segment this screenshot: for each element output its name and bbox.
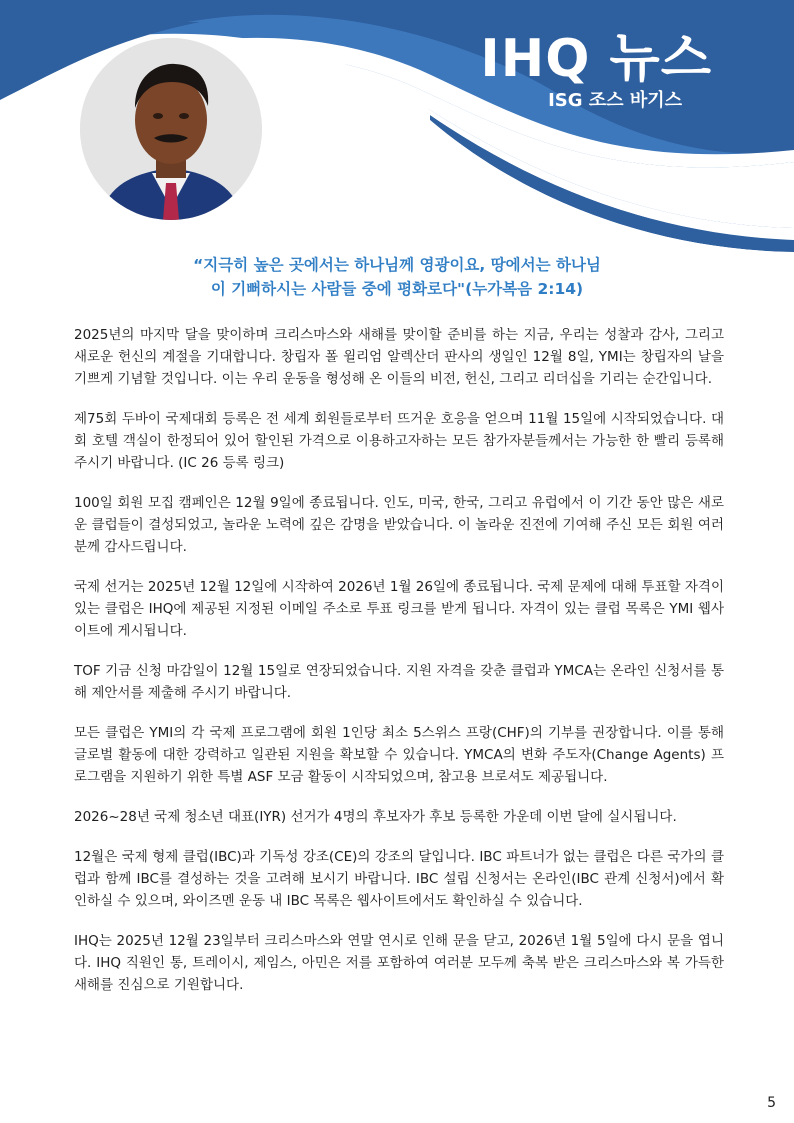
author-portrait: [80, 38, 262, 220]
article-body: [74, 324, 724, 1014]
paragraph-tof-fund: TOF 기금 신청 마감일이 12월 15일로 연장되었습니다. 지원 자격을 갖춘 클럽과 YMCA는 온라인 신청서를 통해 제안서를 제출해 주시기 바랍니다.: [74, 663, 724, 701]
quote-line-2: 이 기뻐하시는 사람들 중에 평화로다"(누가복음 2:14): [210, 280, 584, 298]
paragraph-dubai-convention: 제75회 두바이 국제대회 등록은 전 세계 회원들로부터 뜨거운 호응을 얻으며 11월 15일에 시작되었습니다. 대회 호텔 객실이 한정되어 있어 할인된 가격으로 이용하고자하는 모든 참가자분들께서는 가능한 한 빨리 등록해 주시기 바랍니다. (IC 26 등록 링크): [74, 411, 724, 471]
paragraph-founders-day: 2025년의 마지막 달을 맞이하며 크리스마스와 새해를 맞이할 준비를 하는 지금, 우리는 성찰과 감사, 그리고 새로운 헌신의 계절을 기대합니다. 창립자 폴 윌리엄 알렉산더 판사의 생일인 12월 8일, YMI는 창립자의 날을 기쁘게 기념할 것입니다. 이는 우리 운동을 형성해 온 이들의 비전, 헌신, 그리고 리더십을 기리는 순간입니다.: [74, 327, 724, 387]
page-number: 5: [767, 1095, 776, 1111]
quote-line-1: “지극히 높은 곳에서는 하나님께 영광이요, 땅에서는 하나님: [193, 256, 601, 274]
paragraph-ibc-month: 12월은 국제 형제 클럽(IBC)과 기독성 강조(CE)의 강조의 달입니다. IBC 파트너가 없는 클럽은 다른 국가의 클럽과 함께 IBC를 결성하는 것을 고려해 보시기 바랍니다. IBC 설립 신청서는 온라인(IBC 관계 신청서)에서 확인하실 수 있으며, 와이즈멘 운동 내 IBC 목록은 웹사이트에서도 확인하실 수 있습니다.: [74, 849, 724, 909]
paragraph-international-election: 국제 선거는 2025년 12월 12일에 시작하여 2026년 1월 26일에 종료됩니다. 국제 문제에 대해 투표할 자격이 있는 클럽은 IHQ에 제공된 지정된 이메일 주소로 투표 링크를 받게 됩니다. 자격이 있는 클럽 목록은 YMI 웹사이트에 게시됩니다.: [74, 579, 724, 639]
scripture-quote: [100, 253, 694, 301]
paragraph-membership-campaign: 100일 회원 모집 캠페인은 12월 9일에 종료됩니다. 인도, 미국, 한국, 그리고 유럽에서 이 기간 동안 많은 새로운 클럽들이 결성되었고, 놀라운 노력에 깊은 감명을 받았습니다. 이 놀라운 진전에 기여해 주신 모든 회원 여러분께 감사드립니다.: [74, 495, 724, 555]
paragraph-program-donation: 모든 클럽은 YMI의 각 국제 프로그램에 회원 1인당 최소 5스위스 프랑(CHF)의 기부를 권장합니다. 이를 통해 글로벌 활동에 대한 강력하고 일관된 지원을 확보할 수 있습니다. YMCA의 변화 주도자(Change Agents) 프로그램을 지원하기 위한 특별 ASF 모금 활동이 시작되었으며, 참고용 브로셔도 제공됩니다.: [74, 725, 724, 785]
paragraph-iyr-election: 2026~28년 국제 청소년 대표(IYR) 선거가 4명의 후보자가 후보 등록한 가운데 이번 달에 실시됩니다.: [74, 809, 677, 825]
paragraph-holiday-closure: IHQ는 2025년 12월 23일부터 크리스마스와 연말 연시로 인해 문을 닫고, 2026년 1월 5일에 다시 문을 엽니다. IHQ 직원인 통, 트레이시, 제임스, 아민은 저를 포함하여 여러분 모두께 축복 받은 크리스마스와 복 가득한 새해를 진심으로 기원합니다.: [74, 933, 724, 993]
author-name: ISG 조스 바기스: [548, 90, 682, 111]
newsletter-title: IHQ 뉴스: [480, 29, 712, 89]
